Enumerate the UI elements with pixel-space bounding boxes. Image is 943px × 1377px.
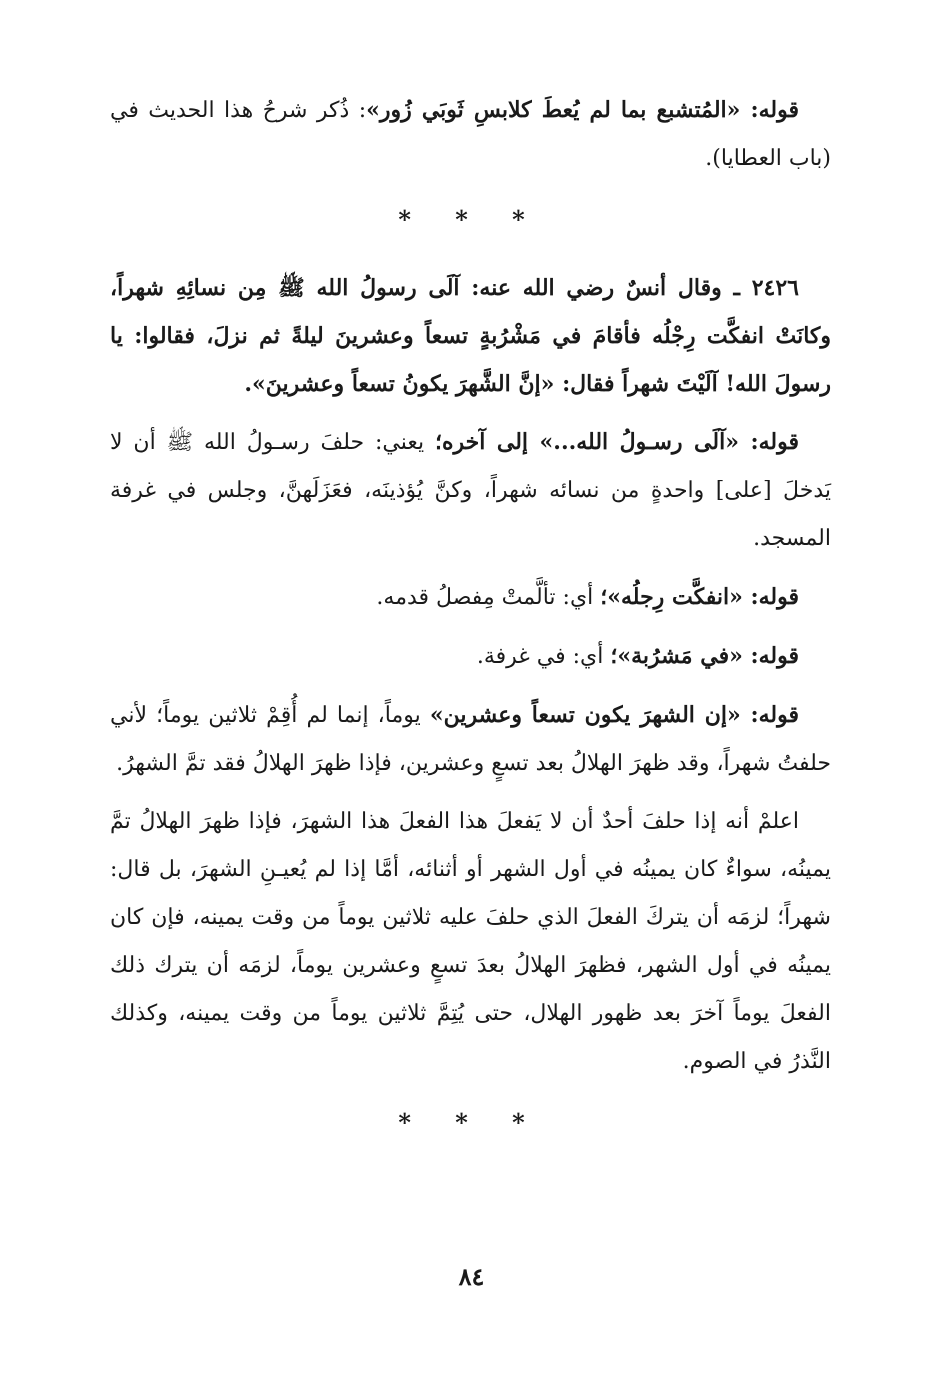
hadith-paragraph: ٢٤٢٦ ـ وقال أنسٌ رضي الله عنه: آلَى رسولُ الله ﷺ مِن نسائِهِ شهراً، وكانَتْ انفكَّت رِجْلُه فأقامَ في مَشْرُبةٍ تسعاً وعشرينَ ليلةً ثم نزلَ، فقالوا: يا رسولَ الله! آلَيْتَ شهراً فقال: «إنَّ الشَّهرَ يكونُ تسعاً وعشرينَ». xyxy=(110,275,831,397)
commentary-lead: قوله: «انفكَّت رِجلُه»؛ xyxy=(600,584,799,610)
commentary-paragraph xyxy=(110,573,831,622)
commentary-paragraph xyxy=(110,418,831,563)
commentary-text: يوماً، إنما لم أُقِمْ ثلاثين يوماً؛ لأني حلفتُ شهراً، وقد ظهرَ الهلالُ بعد تسعٍ وعشرين، فإذا ظهرَ الهلالُ فقد تمَّ الشهرُ. xyxy=(110,703,831,776)
section-separator: * * * xyxy=(398,205,543,234)
commentary-lead: قوله: «آلَى رسـولُ الله...» إلى آخره؛ xyxy=(434,429,799,455)
commentary-paragraph xyxy=(110,798,831,1086)
paragraph-text: : ذُكر شرحُ هذا الحديث في (باب العطايا). xyxy=(110,98,831,171)
commentary-text: أي: تألَّمتْ مِفصلُ قدمه. xyxy=(376,585,601,610)
commentary-paragraph xyxy=(110,691,831,788)
page-number: ٨٤ xyxy=(458,1262,485,1291)
commentary-lead: قوله: «إن الشهرَ يكون تسعاً وعشرين» xyxy=(429,702,799,728)
commentary-paragraph xyxy=(110,632,831,681)
commentary-lead: قوله: «في مَشرُبة»؛ xyxy=(610,643,799,669)
paragraph-lead: قوله: «المُتشبع بما لم يُعطَ كلابسِ ثَوبَي زُور» xyxy=(366,97,799,123)
commentary-text: اعلمْ أنه إذا حلفَ أحدٌ أن لا يَفعلَ هذا الفعلَ هذا الشهرَ، فإذا ظهرَ الهلالُ تمَّ يمينُه، سواءٌ كان يمينُه في أول الشهر أو أثنائه، أمَّا إذا لم يُعيـنِ الشهرَ، بل قال: شهراً؛ لزمَه أن يتركَ الفعلَ الذي حلفَ عليه ثلاثين يوماً من وقت يمينه، فإن كان يمينُه في أول الشهر، فظهرَ الهلالُ بعدَ تسعٍ وعشرين يوماً، لزمَه أن يترك ذلك الفعلَ يوماً آخرَ بعد ظهور الهلال، حتى يُتِمَّ ثلاثين يوماً من وقت يمينه، وكذلك النَّذرُ في الصوم. xyxy=(110,809,831,1074)
paragraph-top xyxy=(110,86,831,183)
commentary-text: أي: في غرفة. xyxy=(476,644,611,669)
commentary-text: يعني: حلفَ رسـولُ الله ﷺ أن لا يَدخلَ [على] واحدةٍ من نسائه شهراً، وكنَّ يُؤذينَه، فعَزَلَهنَّ، وجلس في غرفة المسجد. xyxy=(110,430,831,551)
section-separator-bottom: * * * xyxy=(398,1108,543,1137)
